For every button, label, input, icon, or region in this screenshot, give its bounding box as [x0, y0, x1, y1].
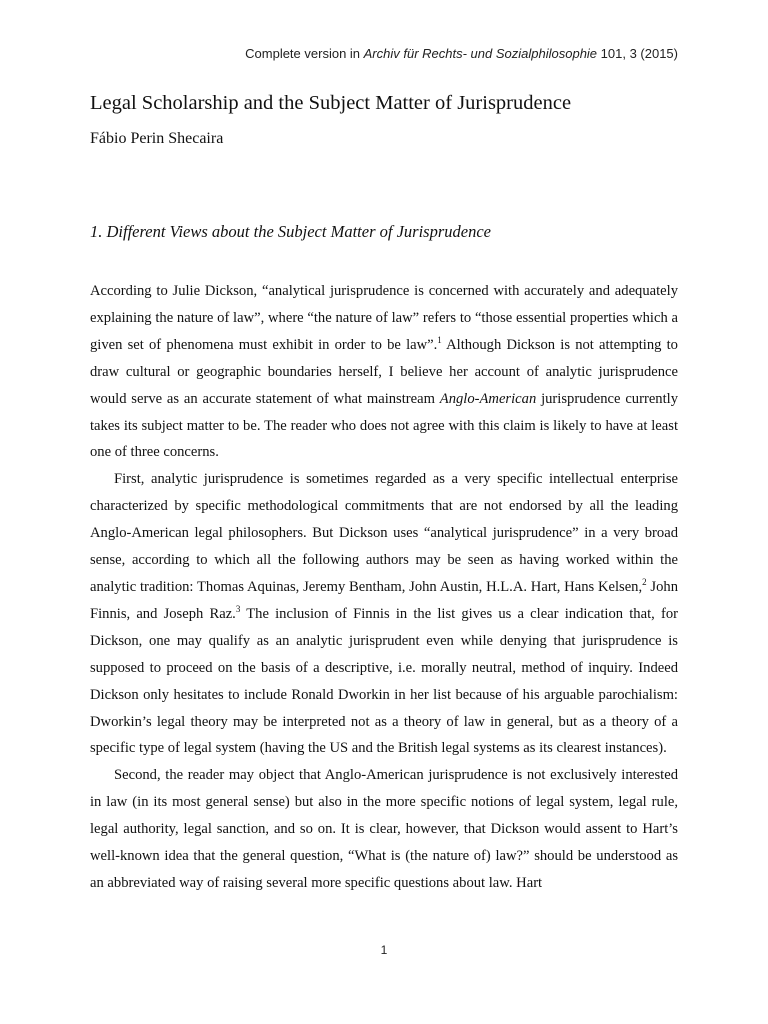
paragraph-2 — [90, 466, 678, 762]
paragraph-2-part-a: First, analytic jurisprudence is sometimes regarded as a very specific intellectual enterprise characterized by specific methodological commitments that are not endorsed by all the leading Anglo-American legal philosophers. But Dickson uses “analytical jurisprudence” in a very broad sense, according to which all the following authors may be seen as having worked within the analytic tradition: Thomas Aquinas, Jeremy Bentham, John Austin, H.L.A. Hart, Hans Kelsen, — [90, 471, 678, 595]
emphasis-anglo-american: Anglo-American — [439, 390, 537, 407]
paragraph-2-part-c: The inclusion of Finnis in the list gives us a clear indication that, for Dickson, one may qualify as an analytic jurisprudent even while denying that jurisprudence is supposed to proceed on the basis of a descriptive, i.e. morally neutral, method of inquiry. Indeed Dickson only hesitates to include Ronald Dworkin in her list because of his arguable parochialism: Dworkin’s legal theory may be interpreted not as a theory of law in general, but as a theory of a specific type of legal system (having the US and the British legal systems as its clearest instances). — [90, 605, 678, 757]
publication-note — [245, 46, 678, 61]
paragraph-1-part-b: Although Dickson is not attempting to draw cultural or geographic boundaries herself, I believe her account of analytic jurisprudence would serve as an accurate statement of what mainstream — [90, 336, 678, 407]
footnote-ref-2[interactable]: 2 — [642, 577, 647, 588]
paragraph-1 — [90, 278, 678, 466]
section-heading: 1. Different Views about the Subject Matter of Jurisprudence — [90, 222, 491, 241]
paragraph-2-part-b: John Finnis, and Joseph Raz. — [90, 578, 679, 622]
paragraph-1-part-c: jurisprudence currently takes its subject matter to be. The reader who does not agree with this claim is likely to have at least one of three concerns. — [90, 390, 679, 461]
body-text — [90, 278, 678, 897]
author-name: Fábio Perin Shecaira — [90, 130, 224, 147]
footnote-ref-1[interactable]: 1 — [437, 334, 442, 345]
paper-title: Legal Scholarship and the Subject Matter of Jurisprudence — [90, 92, 572, 114]
journal-name: Archiv für Rechts- und Sozialphilosophie — [363, 46, 598, 61]
paragraph-3: Second, the reader may object that Anglo-American jurisprudence is not exclusively interested in law (in its most general sense) but also in the more specific notions of legal system, legal rule, legal authority, legal sanction, and so on. It is clear, however, that Dickson would assent to Hart’s well-known idea that the general question, “What is (the nature of) law?” should be understood as an abbreviated way of raising several more specific questions about law. Hart — [90, 767, 678, 891]
footnote-ref-3[interactable]: 3 — [235, 604, 241, 615]
paragraph-1-part-a: According to Julie Dickson, “analytical jurisprudence is concerned with accurately and adequately explaining the nature of law”, where “the nature of law” refers to “those essential properties which a given set of phenomena must exhibit in order to be law”. — [90, 283, 678, 353]
page-number: 1 — [380, 943, 388, 957]
publication-note-prefix: Complete version in — [245, 46, 364, 61]
publication-note-suffix: 101, 3 (2015) — [597, 46, 678, 61]
